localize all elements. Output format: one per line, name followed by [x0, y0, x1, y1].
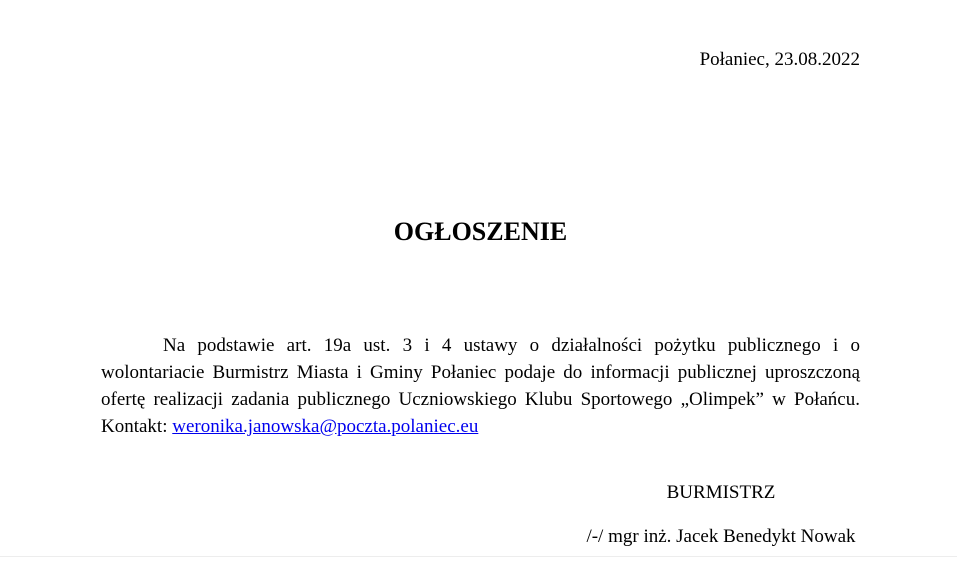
paragraph-text: Na podstawie art. 19a ust. 3 i 4 ustawy o działalności pożytku publicznego i o wolontariacie Burmistrz Miasta i Gminy Połaniec podaje do informacji publicznej uproszczoną ofertę realizacji zadania publicznego Uczniowskiego Klubu Sportowego „Olimpek” w Połańcu. Kontakt:	[101, 335, 860, 437]
contact-email-link[interactable]: weronika.janowska@poczta.polaniec.eu	[172, 416, 479, 437]
page-bottom-edge-line	[0, 556, 957, 557]
document-body-paragraph	[101, 332, 860, 440]
document-title: OGŁOSZENIE	[393, 217, 568, 246]
signature-role: BURMISTRZ	[666, 482, 776, 503]
signature-name: /-/ mgr inż. Jacek Benedykt Nowak	[586, 526, 856, 547]
document-date-line: Połaniec, 23.08.2022	[699, 49, 860, 70]
